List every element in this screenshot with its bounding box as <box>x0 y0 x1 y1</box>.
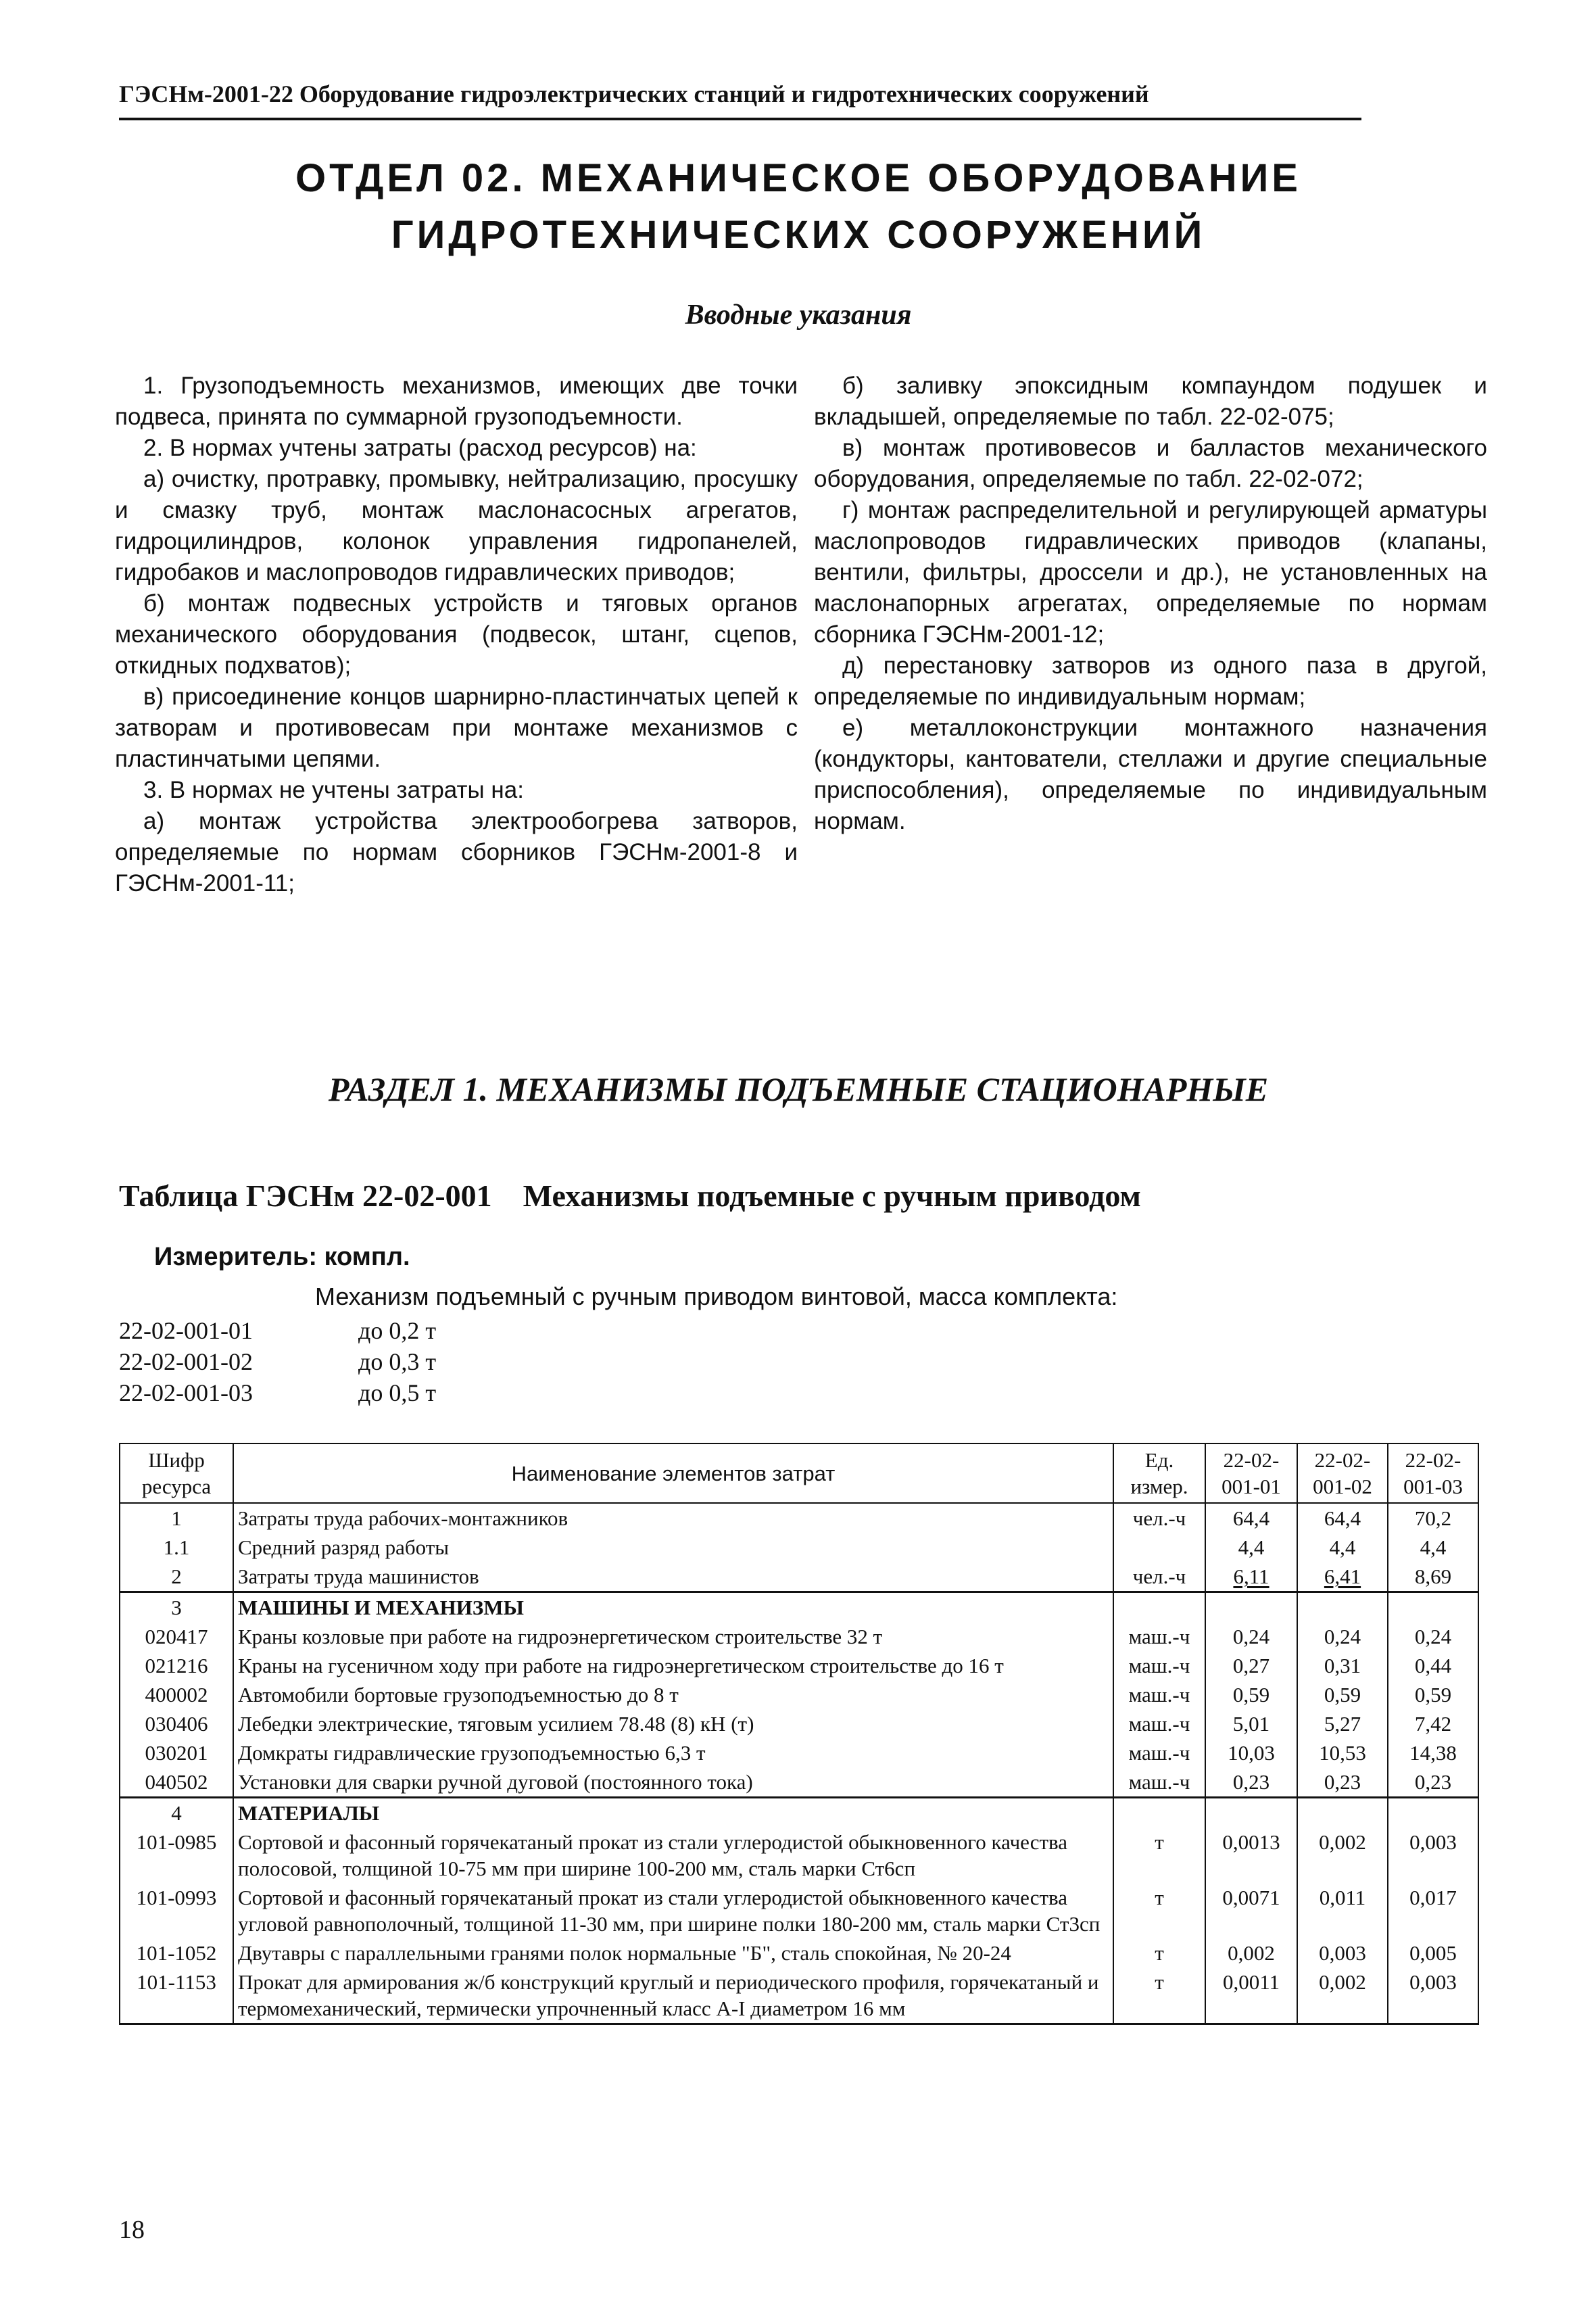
row-name: МАШИНЫ И МЕХАНИЗМЫ <box>233 1592 1113 1623</box>
table-row <box>120 1828 1478 1883</box>
row-unit: т <box>1113 1938 1205 1967</box>
intro-paragraph: е) металлоконструкции монтажного назначения (кондукторы, кантователи, стеллажи и другие специальные приспособления), определяемые по индивидуальным нормам. <box>814 715 1487 834</box>
row-unit: чел.-ч <box>1113 1503 1205 1533</box>
row-value-1: 5,01 <box>1205 1709 1297 1738</box>
row-code: 101-0993 <box>120 1883 233 1938</box>
intro-paragraph: в) присоединение концов шарнирно-пластинчатых цепей к затворам и противовесам при монтаже механизмов с пластинчатыми цепями. <box>115 684 798 772</box>
row-value-3: 0,59 <box>1388 1680 1478 1709</box>
row-code: 101-1153 <box>120 1967 233 2024</box>
table-group-row <box>120 1798 1478 1828</box>
row-name: Установки для сварки ручной дуговой (постоянного тока) <box>233 1767 1113 1798</box>
row-value-2: 0,31 <box>1297 1651 1388 1680</box>
header-rule <box>119 118 1361 120</box>
page-number: 18 <box>119 2216 145 2244</box>
norm-code-row <box>119 1315 436 1346</box>
intro-paragraph: 1. Грузоподъемность механизмов, имеющих две точки подвеса, принята по суммарной грузоподъемности. <box>115 373 798 430</box>
row-value-1: 64,4 <box>1205 1503 1297 1533</box>
row-unit: маш.-ч <box>1113 1622 1205 1651</box>
row-code: 021216 <box>120 1651 233 1680</box>
row-value-3: 4,4 <box>1388 1533 1478 1562</box>
row-value-3 <box>1388 1798 1478 1828</box>
row-code: 040502 <box>120 1767 233 1798</box>
row-name: Домкраты гидравлические грузоподъемностью 6,3 т <box>233 1738 1113 1767</box>
row-value-3 <box>1388 1592 1478 1623</box>
row-code: 1 <box>120 1503 233 1533</box>
row-unit: маш.-ч <box>1113 1651 1205 1680</box>
header-col-1: 22-02-001-01 <box>1205 1443 1297 1503</box>
table-row <box>120 1738 1478 1767</box>
intro-paragraph: 2. В нормах учтены затраты (расход ресурсов) на: <box>143 435 697 461</box>
norm-code-text: до 0,3 т <box>358 1348 437 1375</box>
row-name: Затраты труда машинистов <box>233 1562 1113 1592</box>
norm-code: 22-02-001-01 <box>119 1317 253 1344</box>
intro-paragraph: г) монтаж распределительной и регулирующей арматуры маслопроводов гидравлических приводов (клапаны, вентили, фильтры, дроссели и др.), не установленных на маслонапорных агрегатах, определяемые по нормам сборника ГЭСНм-2001-12; <box>814 497 1487 648</box>
row-unit: маш.-ч <box>1113 1767 1205 1798</box>
row-value-3: 0,23 <box>1388 1767 1478 1798</box>
section-title-line-2: ГИДРОТЕХНИЧЕСКИХ СООРУЖЕНИЙ <box>391 213 1206 257</box>
table-row <box>120 1680 1478 1709</box>
norm-code-list <box>119 1315 436 1408</box>
header-code: Шифр ресурса <box>120 1443 233 1503</box>
row-value-3: 0,44 <box>1388 1651 1478 1680</box>
row-value-1: 0,27 <box>1205 1651 1297 1680</box>
intro-paragraph: 3. В нормах не учтены затраты на: <box>143 777 524 803</box>
row-value-1: 0,0013 <box>1205 1828 1297 1883</box>
intro-paragraph: д) перестановку затворов из одного паза в другой, определяемые по индивидуальным нормам; <box>814 652 1487 710</box>
row-value-2: 5,27 <box>1297 1709 1388 1738</box>
row-value-1: 0,0071 <box>1205 1883 1297 1938</box>
row-unit: т <box>1113 1883 1205 1938</box>
intro-paragraph: б) заливку эпоксидным компаундом подушек и вкладышей, определяемые по табл. 22-02-075; <box>814 373 1487 430</box>
row-value-1: 0,59 <box>1205 1680 1297 1709</box>
row-value-1: 6,11 <box>1205 1562 1297 1592</box>
norm-code-row <box>119 1346 436 1377</box>
row-value-2 <box>1297 1798 1388 1828</box>
row-unit: чел.-ч <box>1113 1562 1205 1592</box>
row-value-1: 0,24 <box>1205 1622 1297 1651</box>
row-value-3: 14,38 <box>1388 1738 1478 1767</box>
table-header-row <box>120 1443 1478 1503</box>
row-code: 2 <box>120 1562 233 1592</box>
intro-paragraph: а) очистку, протравку, промывку, нейтрализацию, просушку и смазку труб, монтаж маслонасосных агрегатов, гидроцилиндров, колонок управления гидропанелей, гидробаков и маслопроводов гидравлических приводов; <box>115 466 798 586</box>
row-code: 030201 <box>120 1738 233 1767</box>
row-unit: маш.-ч <box>1113 1738 1205 1767</box>
row-value-1: 0,23 <box>1205 1767 1297 1798</box>
row-code: 4 <box>120 1798 233 1828</box>
row-name: Краны козловые при работе на гидроэнергетическом строительстве 32 т <box>233 1622 1113 1651</box>
row-value-1: 0,0011 <box>1205 1967 1297 2024</box>
table-row <box>120 1938 1478 1967</box>
intro-heading: Вводные указания <box>685 300 912 331</box>
row-value-2: 6,41 <box>1297 1562 1388 1592</box>
intro-paragraph: в) монтаж противовесов и балластов механического оборудования, определяемые по табл. 22-02-072; <box>814 435 1487 492</box>
intro-left-column <box>115 371 798 899</box>
table-caption-title: Механизмы подъемные с ручным приводом <box>523 1178 1141 1213</box>
row-name: Затраты труда рабочих-монтажников <box>233 1503 1113 1533</box>
measure-unit: Измеритель: компл. <box>154 1243 410 1271</box>
row-value-1: 10,03 <box>1205 1738 1297 1767</box>
row-value-2: 0,59 <box>1297 1680 1388 1709</box>
row-unit: т <box>1113 1828 1205 1883</box>
table-row <box>120 1622 1478 1651</box>
table-row <box>120 1767 1478 1798</box>
row-code: 101-0985 <box>120 1828 233 1883</box>
table-caption <box>119 1178 1471 1214</box>
table-row <box>120 1533 1478 1562</box>
row-code: 020417 <box>120 1622 233 1651</box>
row-name: Средний разряд работы <box>233 1533 1113 1562</box>
row-unit: маш.-ч <box>1113 1680 1205 1709</box>
row-value-2: 64,4 <box>1297 1503 1388 1533</box>
row-value-3: 0,017 <box>1388 1883 1478 1938</box>
intro-paragraph: б) монтаж подвесных устройств и тяговых органов механического оборудования (подвесок, штанг, сцепов, откидных подхватов); <box>115 590 798 679</box>
row-name: Прокат для армирования ж/б конструкций круглый и периодического профиля, горячекатаный и термомеханический, термически упрочненный класс А-I диаметром 16 мм <box>233 1967 1113 2024</box>
row-code: 1.1 <box>120 1533 233 1562</box>
row-name: Краны на гусеничном ходу при работе на гидроэнергетическом строительстве до 16 т <box>233 1651 1113 1680</box>
row-value-2: 0,23 <box>1297 1767 1388 1798</box>
norm-code-text: до 0,2 т <box>358 1317 437 1344</box>
row-value-2: 0,002 <box>1297 1828 1388 1883</box>
row-value-1: 0,002 <box>1205 1938 1297 1967</box>
row-name: МАТЕРИАЛЫ <box>233 1798 1113 1828</box>
table-row <box>120 1562 1478 1592</box>
row-value-3: 0,003 <box>1388 1967 1478 2024</box>
header-col-3: 22-02-001-03 <box>1388 1443 1478 1503</box>
table-row <box>120 1709 1478 1738</box>
row-value-2: 10,53 <box>1297 1738 1388 1767</box>
table-caption-code: Таблица ГЭСНм 22-02-001 <box>119 1178 492 1213</box>
table-row <box>120 1503 1478 1533</box>
row-unit: маш.-ч <box>1113 1709 1205 1738</box>
row-value-1: 4,4 <box>1205 1533 1297 1562</box>
row-code: 3 <box>120 1592 233 1623</box>
resource-table <box>119 1443 1479 2025</box>
row-name: Лебедки электрические, тяговым усилием 78.48 (8) кН (т) <box>233 1709 1113 1738</box>
header-unit: Ед. измер. <box>1113 1443 1205 1503</box>
row-unit <box>1113 1533 1205 1562</box>
norm-code: 22-02-001-03 <box>119 1379 253 1406</box>
row-unit <box>1113 1592 1205 1623</box>
header-col-2: 22-02-001-02 <box>1297 1443 1388 1503</box>
row-code: 101-1052 <box>120 1938 233 1967</box>
row-value-3: 0,003 <box>1388 1828 1478 1883</box>
part-title: РАЗДЕЛ 1. МЕХАНИЗМЫ ПОДЪЕМНЫЕ СТАЦИОНАРНЫЕ <box>328 1070 1269 1108</box>
intro-paragraph: а) монтаж устройства электрообогрева затворов, определяемые по нормам сборников ГЭСНм-2001-8 и ГЭСНм-2001-11; <box>115 808 798 897</box>
row-name: Автомобили бортовые грузоподъемностью до 8 т <box>233 1680 1113 1709</box>
norm-code-row <box>119 1377 436 1408</box>
section-title <box>119 150 1478 264</box>
row-value-3: 0,24 <box>1388 1622 1478 1651</box>
norm-description: Механизм подъемный с ручным приводом винтовой, масса комплекта: <box>315 1283 1118 1310</box>
row-value-2: 4,4 <box>1297 1533 1388 1562</box>
header-name: Наименование элементов затрат <box>233 1443 1113 1503</box>
table-row <box>120 1651 1478 1680</box>
row-value-3: 0,005 <box>1388 1938 1478 1967</box>
table-group-row <box>120 1592 1478 1623</box>
row-value-1 <box>1205 1592 1297 1623</box>
row-name: Сортовой и фасонный горячекатаный прокат из стали углеродистой обыкновенного качества угловой равнополочный, толщиной 11-30 мм, при ширине полки 180-200 мм, сталь марки Ст3сп <box>233 1883 1113 1938</box>
running-header: ГЭСНм-2001-22 Оборудование гидроэлектрических станций и гидротехнических сооружений <box>119 80 1149 108</box>
row-value-2: 0,011 <box>1297 1883 1388 1938</box>
row-value-2: 0,24 <box>1297 1622 1388 1651</box>
row-unit <box>1113 1798 1205 1828</box>
row-value-3: 70,2 <box>1388 1503 1478 1533</box>
row-name: Сортовой и фасонный горячекатаный прокат из стали углеродистой обыкновенного качества полосовой, толщиной 10-75 мм при ширине 100-200 мм, сталь марки Ст6сп <box>233 1828 1113 1883</box>
row-value-3: 8,69 <box>1388 1562 1478 1592</box>
row-value-3: 7,42 <box>1388 1709 1478 1738</box>
intro-right-column <box>814 371 1487 837</box>
row-value-2: 0,002 <box>1297 1967 1388 2024</box>
table-row <box>120 1967 1478 2024</box>
norm-code: 22-02-001-02 <box>119 1348 253 1375</box>
row-value-1 <box>1205 1798 1297 1828</box>
norm-code-text: до 0,5 т <box>358 1379 437 1406</box>
row-code: 030406 <box>120 1709 233 1738</box>
row-value-2 <box>1297 1592 1388 1623</box>
row-name: Двутавры с параллельными гранями полок нормальные "Б", сталь спокойная, № 20-24 <box>233 1938 1113 1967</box>
row-value-2: 0,003 <box>1297 1938 1388 1967</box>
row-unit: т <box>1113 1967 1205 2024</box>
section-title-line-1: ОТДЕЛ 02. МЕХАНИЧЕСКОЕ ОБОРУДОВАНИЕ <box>295 156 1301 200</box>
table-row <box>120 1883 1478 1938</box>
row-code: 400002 <box>120 1680 233 1709</box>
